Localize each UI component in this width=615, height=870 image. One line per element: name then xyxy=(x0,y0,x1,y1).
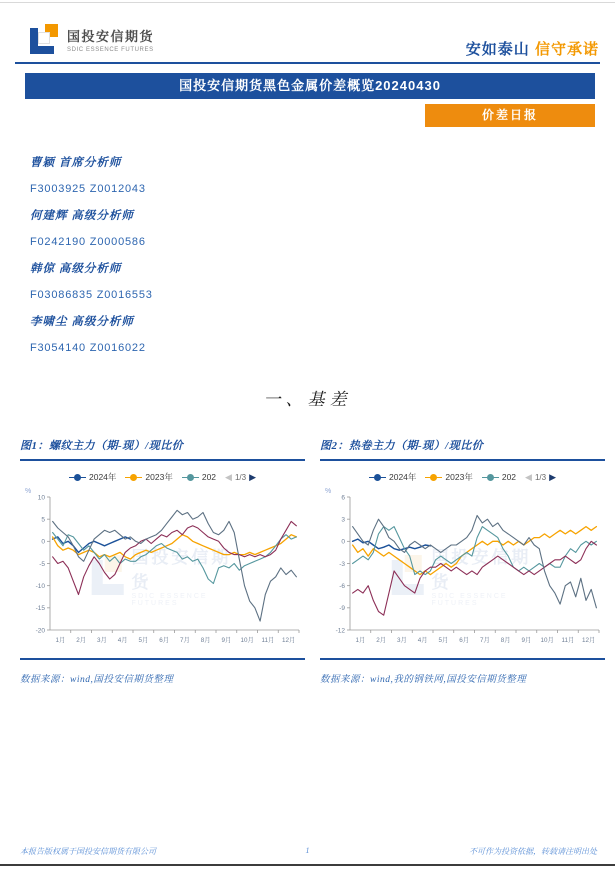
svg-text:10月: 10月 xyxy=(240,637,254,644)
chart1-plot xyxy=(20,484,305,656)
chart2-plot xyxy=(320,484,605,656)
chart1-box xyxy=(20,470,305,660)
section-title-basis: 一、基差 xyxy=(263,390,352,409)
footer-disclaimer: 不可作为投资依据，转载请注明出处 xyxy=(469,847,597,856)
svg-text:5月: 5月 xyxy=(438,637,449,644)
svg-text:-10: -10 xyxy=(35,582,45,590)
svg-text:3月: 3月 xyxy=(96,637,107,644)
report-title-banner: 国投安信期货黑色金属价差概览20240430 xyxy=(25,73,595,99)
legend-item-202: 202 xyxy=(182,472,216,482)
svg-text:-20: -20 xyxy=(35,627,45,635)
footer-bottom-bar xyxy=(0,864,615,866)
legend-marker xyxy=(482,474,499,481)
svg-text:2月: 2月 xyxy=(376,637,387,644)
svg-text:10月: 10月 xyxy=(540,637,554,644)
svg-text:-5: -5 xyxy=(39,560,45,568)
svg-text:%: % xyxy=(325,488,332,495)
legend-prev-icon[interactable]: ◀ xyxy=(225,471,232,482)
legend-marker xyxy=(182,474,199,481)
legend-prev-icon[interactable]: ◀ xyxy=(525,471,532,482)
svg-text:6月: 6月 xyxy=(159,637,170,644)
analyst-list xyxy=(30,149,153,361)
analyst-code: F03086835 Z0016553 xyxy=(30,288,153,301)
legend-pager xyxy=(225,473,256,482)
legend-item-202: 202 xyxy=(482,472,516,482)
svg-text:12月: 12月 xyxy=(581,637,596,644)
svg-text:1月: 1月 xyxy=(355,637,366,644)
legend-marker xyxy=(69,474,86,481)
legend-item-2024: 2024年 xyxy=(369,471,416,483)
svg-text:0: 0 xyxy=(341,538,345,546)
company-logo-icon xyxy=(30,24,60,54)
company-logo xyxy=(30,24,154,54)
company-name: 国投安信期货 xyxy=(67,28,155,44)
legend-pager-label: 1/3 xyxy=(234,472,247,482)
svg-text:6月: 6月 xyxy=(459,637,470,644)
header-divider xyxy=(15,62,600,64)
svg-text:5月: 5月 xyxy=(138,637,149,644)
watermark: 国投安信期货 SDIC ESSENCE FUTURES xyxy=(391,543,534,607)
svg-text:2月: 2月 xyxy=(76,637,87,644)
svg-text:8月: 8月 xyxy=(500,637,511,644)
svg-text:-15: -15 xyxy=(35,605,45,613)
analyst-code: F3003925 Z0012043 xyxy=(30,182,146,195)
legend-next-icon[interactable]: ▶ xyxy=(549,471,556,482)
svg-text:-9: -9 xyxy=(339,605,345,613)
slogan-part1: 安如泰山 xyxy=(465,41,530,58)
chart1-legend xyxy=(20,470,305,484)
svg-text:-12: -12 xyxy=(335,627,345,635)
analyst-name: 曹颖 首席分析师 xyxy=(30,157,122,170)
chart2-box xyxy=(320,470,605,660)
chart2-source: 数据来源：wind,我的钢铁网,国投安信期货整理 xyxy=(320,675,527,685)
svg-text:9月: 9月 xyxy=(521,637,532,644)
legend-pager-label: 1/3 xyxy=(534,472,547,482)
svg-text:-3: -3 xyxy=(339,560,345,568)
chart1-title: 图1：螺纹主力（期-现）/现比价 xyxy=(20,437,305,461)
footer-page-number: 1 xyxy=(305,846,310,855)
company-name-en: SDIC ESSENCE FUTURES xyxy=(67,46,154,53)
watermark: 国投安信期货 SDIC ESSENCE FUTURES xyxy=(91,543,234,607)
analyst-name: 李啸尘 高级分析师 xyxy=(30,316,134,329)
legend-item-2023: 2023年 xyxy=(425,471,472,483)
legend-item-2023: 2023年 xyxy=(125,471,172,483)
chart-panel-1 xyxy=(20,437,305,685)
analyst-code: F3054140 Z0016022 xyxy=(30,341,146,354)
analyst-name: 何建辉 高级分析师 xyxy=(30,210,134,223)
footer-copyright: 本报告版权属于国投安信期货有限公司 xyxy=(20,847,156,856)
svg-text:10: 10 xyxy=(37,494,45,502)
svg-text:-6: -6 xyxy=(339,582,345,590)
svg-text:8月: 8月 xyxy=(200,637,211,644)
svg-text:3: 3 xyxy=(341,516,345,524)
legend-marker xyxy=(125,474,142,481)
svg-text:11月: 11月 xyxy=(561,637,575,644)
analyst-name: 韩倞 高级分析师 xyxy=(30,263,122,276)
svg-text:1月: 1月 xyxy=(55,637,66,644)
svg-text:4月: 4月 xyxy=(417,637,428,644)
page-footer xyxy=(0,846,615,860)
legend-next-icon[interactable]: ▶ xyxy=(249,471,256,482)
chart2-legend xyxy=(320,470,605,484)
daily-report-tag[interactable]: 价差日报 xyxy=(425,104,595,127)
svg-text:12月: 12月 xyxy=(281,637,296,644)
svg-text:7月: 7月 xyxy=(479,637,490,644)
company-slogan xyxy=(466,38,599,59)
legend-marker xyxy=(425,474,442,481)
legend-marker xyxy=(369,474,386,481)
legend-pager xyxy=(525,473,556,482)
chart2-title: 图2：热卷主力（期-现）/现比价 xyxy=(320,437,605,461)
svg-text:4月: 4月 xyxy=(117,637,128,644)
svg-text:%: % xyxy=(25,488,32,495)
svg-text:9月: 9月 xyxy=(221,637,232,644)
svg-text:7月: 7月 xyxy=(179,637,190,644)
company-logo-text xyxy=(67,26,154,53)
analyst-code: F0242190 Z0000586 xyxy=(30,235,146,248)
top-divider xyxy=(0,2,615,3)
chart1-source: 数据来源：wind,国投安信期货整理 xyxy=(20,675,174,685)
svg-text:11月: 11月 xyxy=(261,637,275,644)
slogan-part2: 信守承诺 xyxy=(534,41,599,58)
svg-text:3月: 3月 xyxy=(396,637,407,644)
chart-panel-2 xyxy=(320,437,605,685)
svg-text:5: 5 xyxy=(41,516,45,524)
svg-text:0: 0 xyxy=(41,538,45,546)
svg-text:6: 6 xyxy=(341,494,345,502)
legend-item-2024: 2024年 xyxy=(69,471,116,483)
